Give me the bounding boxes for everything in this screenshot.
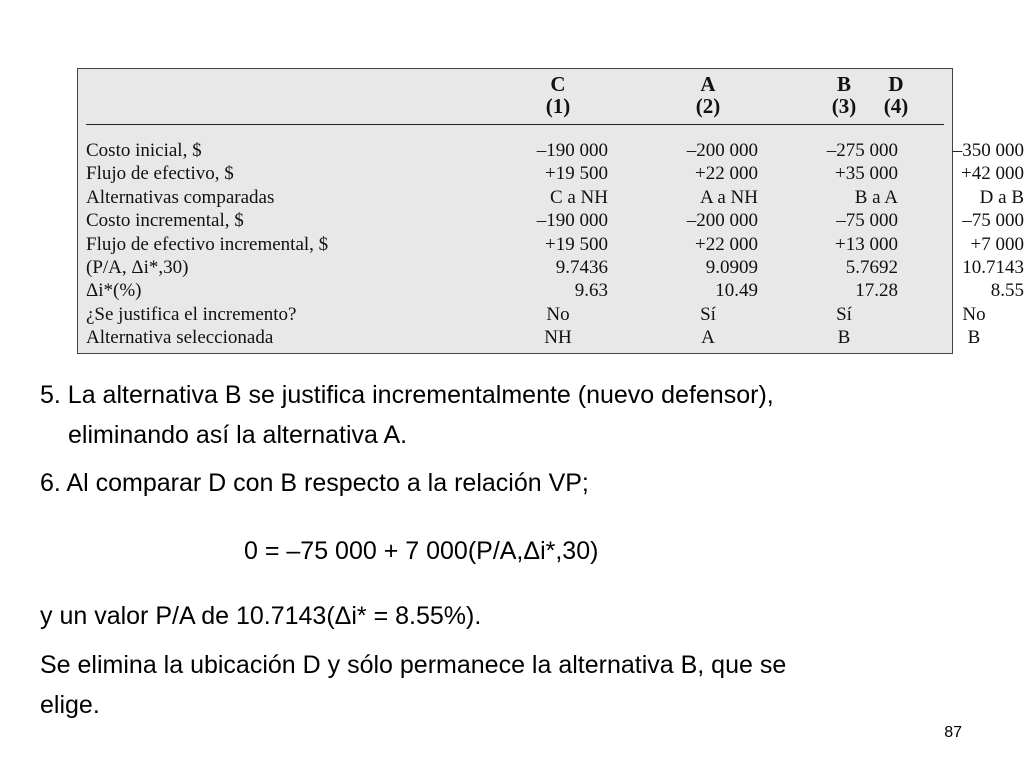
table-cell: 10.7143: [962, 256, 1024, 278]
table-row: [78, 186, 1024, 209]
table-cell: 9.63: [574, 280, 608, 302]
table-cell: 8.55: [990, 280, 1024, 302]
table-row: [78, 279, 1024, 302]
column-header-a: [648, 73, 768, 125]
table-cell: –350 000: [952, 140, 1024, 161]
table-cell: +19 500: [545, 163, 608, 185]
table-cell: B: [837, 327, 851, 349]
table-row: [78, 162, 1024, 185]
column-number: (3): [831, 94, 857, 118]
pa-value-line: y un valor P/A de 10.7143(Δi* = 8.55%).: [40, 602, 482, 630]
table-cell: 10.49: [715, 280, 758, 302]
row-label: Costo inicial, $: [86, 140, 202, 161]
table-cell: –200 000: [686, 210, 758, 232]
column-number: (1): [545, 94, 571, 118]
row-label: Δi*(%): [86, 280, 142, 302]
table-cell: –200 000: [686, 140, 758, 161]
table-cell: No: [546, 303, 570, 325]
column-number: (2): [695, 94, 721, 118]
column-header-c: [498, 73, 618, 125]
table-cell: Sí: [700, 303, 716, 325]
comparison-table: [77, 68, 1024, 354]
table-cell: A: [701, 327, 715, 349]
equation: 0 = –75 000 + 7 000(P/A,Δi*,30): [244, 537, 599, 565]
table-cell: 17.28: [855, 280, 898, 302]
table-row: [78, 326, 981, 349]
table-cell: B a A: [854, 186, 898, 208]
table-cell: A a NH: [699, 186, 758, 208]
table-cell: +13 000: [835, 233, 898, 255]
table-cell: –275 000: [826, 140, 898, 161]
column-letter: D: [888, 72, 904, 96]
table-cell: +22 000: [695, 163, 758, 185]
table-cell: –75 000: [836, 210, 898, 232]
table-cell: C a NH: [549, 186, 608, 208]
column-letter: B: [836, 72, 851, 96]
row-label: (P/A, Δi*,30): [86, 256, 189, 278]
step-5-line-2: eliminando así la alternativa A.: [68, 421, 408, 449]
row-label: Flujo de efectivo incremental, $: [86, 233, 329, 255]
page-number: 87: [944, 724, 962, 741]
table-cell: 5.7692: [845, 256, 898, 278]
row-label: Costo incremental, $: [86, 210, 244, 232]
conclusion-line-2: elige.: [40, 691, 100, 719]
table-cell: Sí: [836, 303, 852, 325]
row-label: Flujo de efectivo, $: [86, 163, 234, 185]
table-cell: –190 000: [536, 210, 608, 232]
table-cell: +22 000: [695, 233, 758, 255]
column-letter: A: [700, 72, 716, 96]
table-row: [78, 139, 1024, 162]
table-cell: 9.7436: [555, 256, 608, 278]
conclusion-line-1: Se elimina la ubicación D y sólo permanece la alternativa B, que se: [40, 651, 787, 679]
column-number: (4): [883, 94, 909, 118]
table-row: [78, 256, 1024, 279]
table-cell: No: [962, 303, 986, 325]
table-row: [78, 303, 986, 326]
row-label: Alternativa seleccionada: [86, 327, 274, 349]
table-row: [78, 209, 1024, 232]
table-cell: +42 000: [961, 163, 1024, 185]
step-5-line-1: 5. La alternativa B se justifica incrementalmente (nuevo defensor),: [40, 381, 774, 409]
column-header-d: [836, 73, 956, 125]
row-label: Alternativas comparadas: [86, 186, 275, 208]
table-cell: B: [967, 327, 981, 349]
table-row: [78, 233, 1024, 256]
table-cell: 9.0909: [705, 256, 758, 278]
table-cell: D a B: [979, 186, 1024, 208]
header-divider: [86, 124, 944, 125]
column-letter: C: [550, 72, 566, 96]
table-cell: –75 000: [962, 210, 1024, 232]
step-6: 6. Al comparar D con B respecto a la relación VP;: [40, 469, 589, 497]
table-cell: –190 000: [536, 140, 608, 161]
table-cell: +19 500: [545, 233, 608, 255]
table-cell: NH: [544, 327, 572, 349]
table-body: [78, 139, 1024, 350]
table-cell: +7 000: [970, 233, 1024, 255]
row-label: ¿Se justifica el incremento?: [86, 303, 297, 325]
table-cell: +35 000: [835, 163, 898, 185]
